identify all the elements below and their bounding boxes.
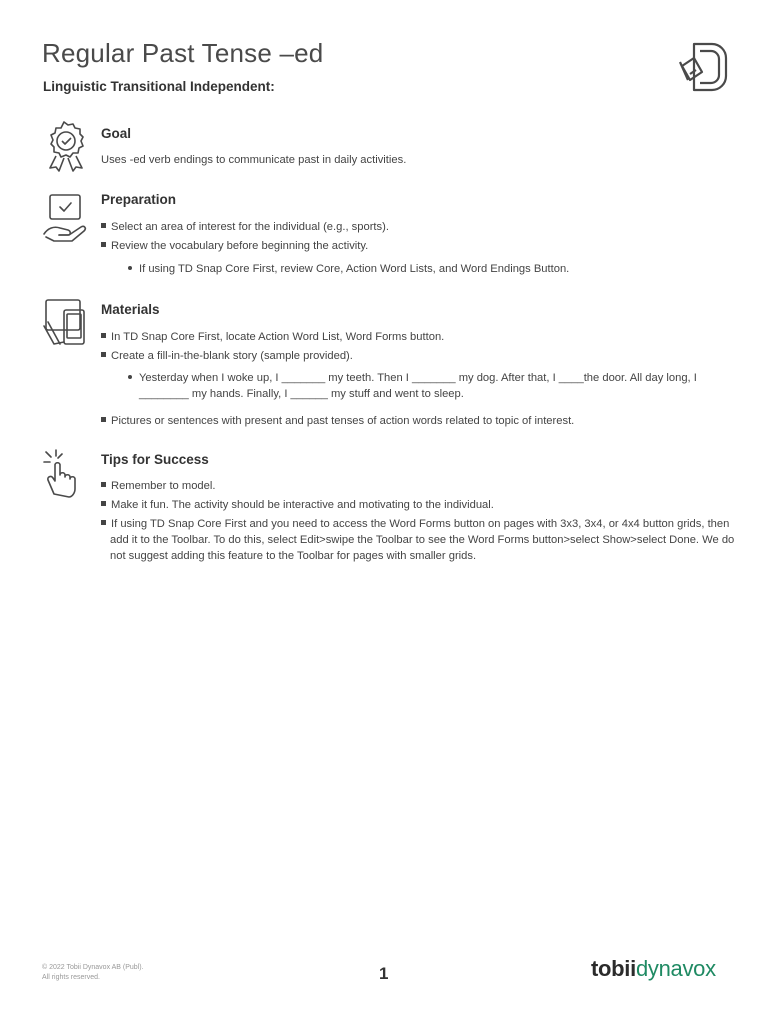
list-item: If using TD Snap Core First and you need to access the Word Forms button on pages with 3x3, 3x4, or 4x4 button grids, then add it to the Toolbar. To do this, select Edit>swipe the Toolbar to see the Word Forms button>select Show>select Done. We do not suggest adding this feature to the Toolbar for pages with smaller grids. — [101, 516, 735, 564]
list-item: Make it fun. The activity should be interactive and motivating to the individual. — [101, 497, 726, 513]
brand-logo: tobiidynavox — [591, 956, 716, 981]
hand-tap-icon — [42, 448, 90, 500]
sub-list-item: Yesterday when I woke up, I _______ my teeth. Then I _______ my dog. After that, I ____the door. All day long, I ________ my hands. Finally, I ______ my stuff and went to sleep. — [128, 370, 739, 402]
hand-checklist-icon — [42, 192, 90, 244]
list-item: Select an area of interest for the individual (e.g., sports). — [101, 219, 726, 235]
page-number: 1 — [379, 964, 389, 983]
page-title: Regular Past Tense –ed — [42, 38, 324, 68]
preparation-heading: Preparation — [101, 192, 177, 207]
award-ribbon-icon — [42, 120, 90, 172]
sub-list-item: If using TD Snap Core First, review Core, Action Word Lists, and Word Endings Button. — [128, 261, 728, 277]
list-item: Review the vocabulary before beginning the activity. — [101, 238, 726, 254]
materials-heading: Materials — [101, 302, 160, 317]
list-item: In TD Snap Core First, locate Action Word List, Word Forms button. — [101, 329, 726, 345]
list-item: Remember to model. — [101, 478, 726, 494]
tablet-devices-icon — [42, 298, 90, 350]
tips-heading: Tips for Success — [101, 452, 209, 467]
copyright-notice: © 2022 Tobii Dynavox AB (Publ). All rights reserved. — [42, 964, 144, 981]
list-item: Pictures or sentences with present and past tenses of action words related to topic of interest. — [101, 413, 726, 429]
goal-heading: Goal — [101, 126, 132, 141]
list-item: Create a fill-in-the-blank story (sample provided). — [101, 348, 726, 364]
page-subtitle: Linguistic Transitional Independent: — [43, 79, 275, 94]
document-logo-icon — [676, 40, 728, 94]
goal-text: Uses -ed verb endings to communicate past in daily activities. — [101, 154, 407, 166]
